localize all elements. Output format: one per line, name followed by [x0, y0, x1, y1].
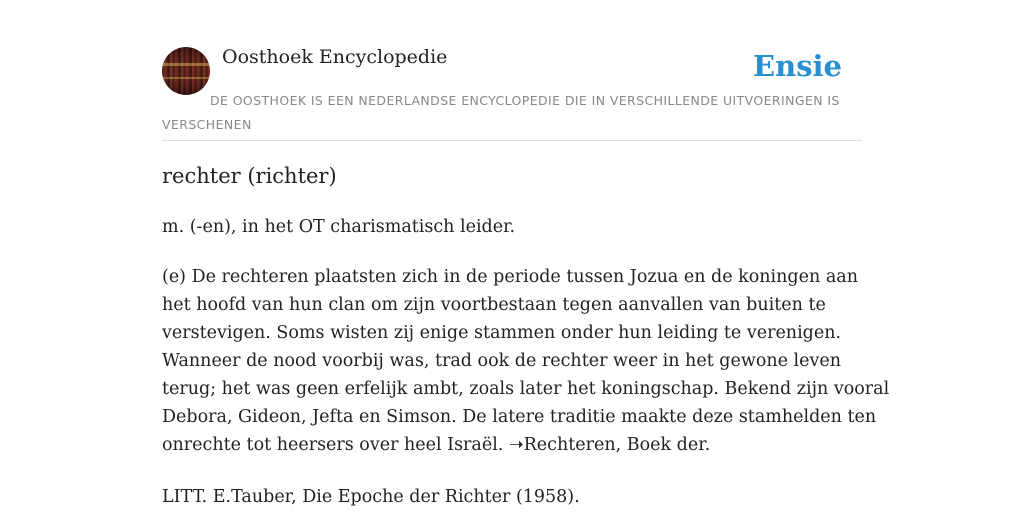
body-line: Debora, Gideon, Jefta en Simson. De latere traditie maakte deze stamhelden ten	[162, 407, 877, 427]
article-body	[162, 263, 890, 459]
avatar-book-band	[162, 63, 210, 66]
body-line: terug; het was geen erfelijk ambt, zoals later het koningschap. Bekend zijn vooral	[162, 379, 890, 399]
article-definition: m. (-en), in het OT charismatisch leider.	[162, 217, 516, 237]
avatar-book-band	[162, 77, 210, 79]
body-line-text: onrechte tot heersers over heel Israël.	[162, 435, 509, 455]
body-line: (e) De rechteren plaatsten zich in de periode tussen Jozua en de koningen aan	[162, 267, 858, 287]
cross-reference-link[interactable]: Rechteren, Boek der.	[523, 435, 711, 455]
site-header	[162, 0, 862, 141]
site-tagline: DE OOSTHOEK IS EEN NEDERLANDSE ENCYCLOPEDIE DIE IN VERSCHILLENDE UITVOERINGEN IS VERSCHENEN	[162, 93, 840, 132]
body-line: Wanneer de nood voorbij was, trad ook de rechter weer in het gewone leven	[162, 351, 842, 371]
body-line: het hoofd van hun clan om zijn voortbestaan tegen aanvallen van buiten te	[162, 295, 826, 315]
body-line: verstevigen. Soms wisten zij enige stammen onder hun leiding te verenigen.	[162, 323, 842, 343]
literature-reference: LITT. E.Tauber, Die Epoche der Richter (1958).	[162, 487, 580, 507]
body-line-last	[162, 431, 862, 459]
page	[162, 0, 890, 507]
site-avatar[interactable]	[162, 47, 210, 95]
arrow-right-icon: ➝	[508, 435, 524, 455]
site-name[interactable]: Oosthoek Encyclopedie	[222, 46, 448, 68]
article-title: rechter (richter)	[162, 164, 337, 188]
ensie-logo[interactable]: Ensie	[753, 49, 842, 83]
